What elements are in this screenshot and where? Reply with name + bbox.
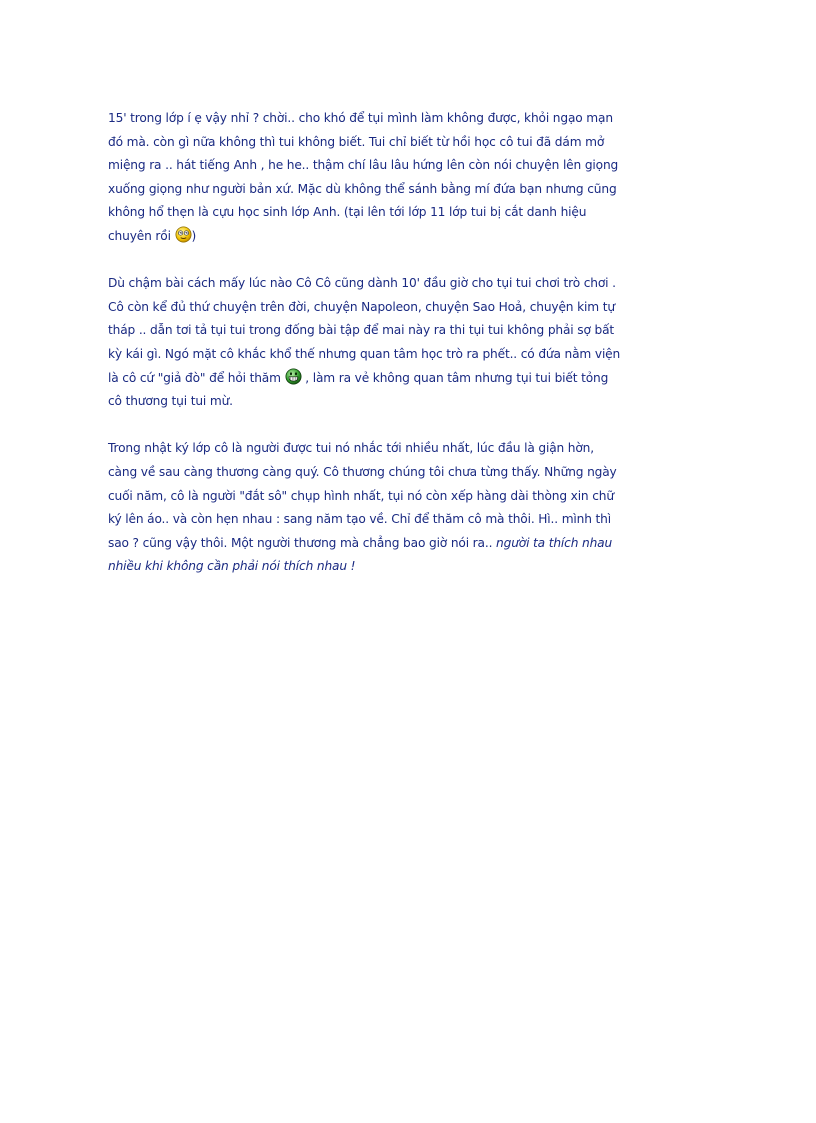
text-fragment: là cô cứ "giả đò" để hỏi thăm xyxy=(108,370,285,385)
text-line: cuối năm, cô là người "đắt sô" chụp hình nhất, tụi nó còn xếp hàng dài thòng xin chữ xyxy=(108,488,614,503)
text-line: không hổ thẹn là cựu học sinh lớp Anh. (tại lên tới lớp 11 lớp tui bị cắt danh hiệu xyxy=(108,205,587,220)
text-line: đó mà. còn gì nữa không thì tui không biết. Tui chỉ biết từ hồi học cô tui đã dám mở xyxy=(108,134,605,149)
text-line: 15' trong lớp í ẹ vậy nhỉ ? chời.. cho khó để tụi mình làm không được, khỏi ngạo mạn xyxy=(108,111,613,125)
paragraph-1 xyxy=(108,107,648,249)
document-body xyxy=(108,107,648,602)
paragraph-3 xyxy=(108,437,648,579)
paragraph-2 xyxy=(108,272,648,414)
text-line: Dù chậm bài cách mấy lúc nào Cô Cô cũng dành 10' đầu giờ cho tụi tui chơi trò chơi . xyxy=(108,276,616,291)
text-fragment: ) xyxy=(191,228,197,243)
text-line: cô thương tụi tui mừ. xyxy=(108,394,233,409)
text-line: ký lên áo.. và còn hẹn nhau : sang năm tạo về. Chỉ để thăm cô mà thôi. Hì.. mình thì xyxy=(108,512,611,527)
text-line: càng về sau càng thương càng quý. Cô thương chúng tôi chưa từng thấy. Những ngày xyxy=(108,464,617,479)
text-line: miệng ra .. hát tiếng Anh , he he.. thậm chí lâu lâu hứng lên còn nói chuyện lên giọng xyxy=(108,158,619,173)
dizzy-smiley-icon xyxy=(175,226,192,243)
text-line xyxy=(108,367,648,391)
text-line xyxy=(108,532,648,556)
text-line: kỳ kái gì. Ngó mặt cô khắc khổ thế nhưng quan tâm học trò ra phết.. có đứa nằm viện xyxy=(108,346,621,361)
text-fragment: , làm ra vẻ không quan tâm nhưng tụi tui biết tỏng xyxy=(301,370,609,385)
text-line: Trong nhật ký lớp cô là người được tui nó nhắc tới nhiều nhất, lúc đầu là giận hờn, xyxy=(108,441,594,456)
italic-quote-line: nhiều khi không cần phải nói thích nhau ! xyxy=(108,559,356,574)
grin-smiley-icon xyxy=(285,368,302,385)
italic-quote: người ta thích nhau xyxy=(496,535,613,550)
text-line xyxy=(108,225,648,249)
text-fragment: sao ? cũng vậy thôi. Một người thương mà chẳng bao giờ nói ra.. xyxy=(108,535,497,550)
text-line: Cô còn kể đủ thứ chuyện trên đời, chuyện Napoleon, chuyện Sao Hoả, chuyện kim tự xyxy=(108,299,615,314)
text-line: tháp .. dẫn tơi tả tụi tui trong đống bài tập để mai này ra thi tụi tui không phải sợ bất xyxy=(108,323,615,338)
text-fragment: chuyên rồi xyxy=(108,228,175,243)
text-line: xuống giọng như người bản xứ. Mặc dù không thể sánh bằng mí đứa bạn nhưng cũng xyxy=(108,181,617,196)
